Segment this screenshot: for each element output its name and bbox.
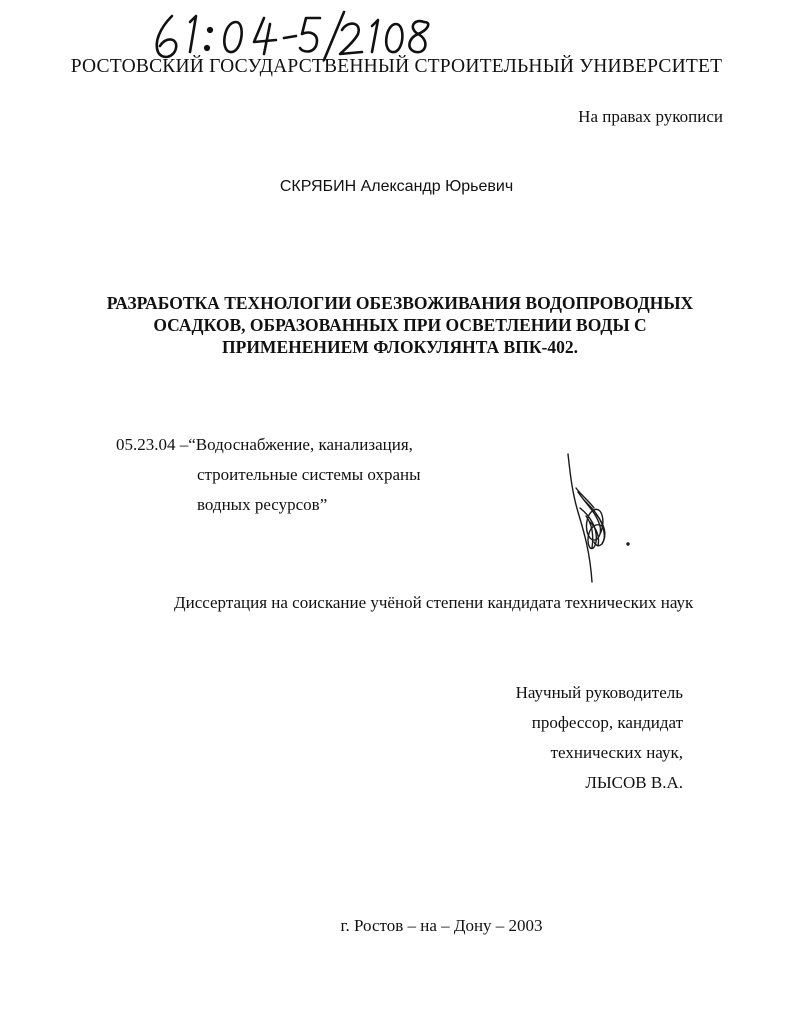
supervisor-line-2: профессор, кандидат (531, 713, 683, 732)
title-line: ОСАДКОВ, ОБРАЗОВАННЫХ ПРИ ОСВЕТЛЕНИИ ВОДЫ С (153, 315, 647, 335)
specialty-line-2: строительные системы охраны (197, 465, 421, 484)
university-name: РОСТОВСКИЙ ГОСУДАРСТВЕННЫЙ СТРОИТЕЛЬНЫЙ УНИВЕРСИТЕТ (70, 56, 723, 77)
supervisor-line-3: технических наук, (550, 743, 683, 762)
dissertation-title (80, 292, 720, 358)
signature (556, 452, 636, 592)
specialty-line-3: водных ресурсов” (197, 495, 328, 514)
author-name: СКРЯБИН Александр Юрьевич (279, 178, 514, 195)
title-line: ПРИМЕНЕНИЕМ ФЛОКУЛЯНТА ВПК-402. (222, 337, 578, 357)
rights-note: На правах рукописи (578, 107, 723, 126)
supervisor-name: ЛЫСОВ В.А. (585, 773, 683, 792)
supervisor-line-1: Научный руководитель (515, 683, 683, 702)
title-line: РАЗРАБОТКА ТЕХНОЛОГИИ ОБЕЗВОЖИВАНИЯ ВОДОПРОВОДНЫХ (106, 293, 694, 313)
city-year: г. Ростов – на – Дону – 2003 (340, 916, 543, 935)
specialty-line-1: 05.23.04 –“Водоснабжение, канализация, (116, 435, 413, 454)
dissertation-note: Диссертация на соискание учёной степени кандидата технических наук (174, 593, 694, 612)
